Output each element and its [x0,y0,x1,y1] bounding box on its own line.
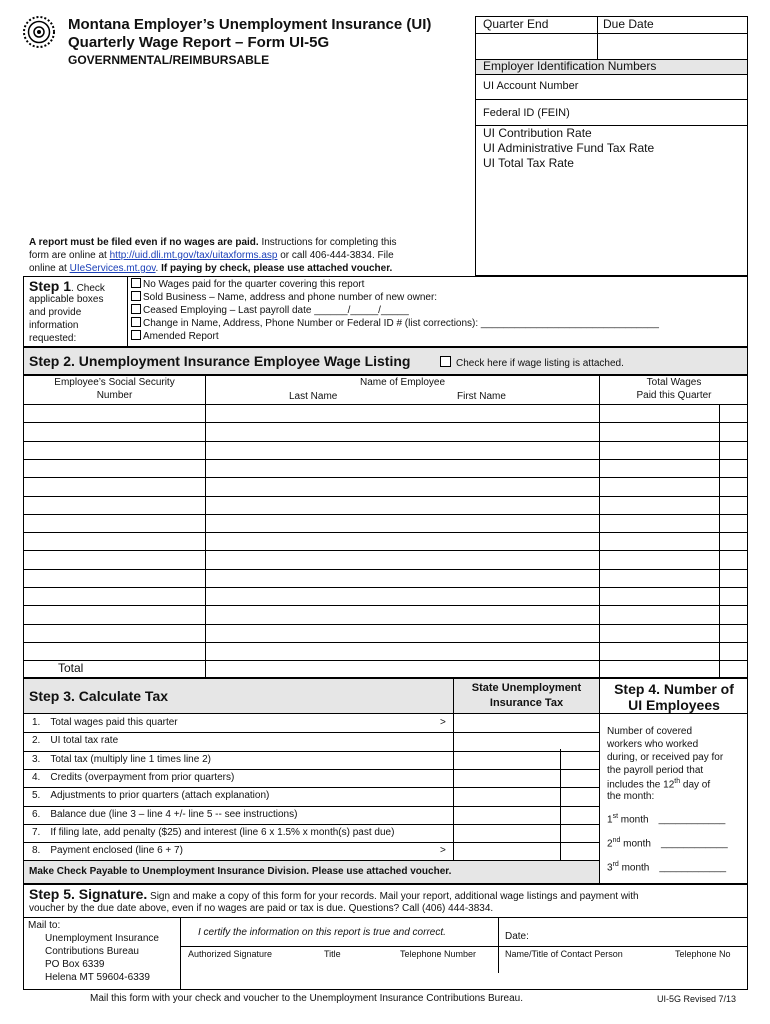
wage-row-wages-field[interactable] [600,606,719,624]
payable-note: Make Check Payable to Unemployment Insurance Division. Please use attached voucher. [29,866,452,877]
step4-desc: Number of covered [607,726,693,737]
date-label: Date: [505,931,529,942]
ui-account-label: UI Account Number [483,80,579,92]
step5-heading: Step 5. Signature. Sign and make a copy of this form for your records. Mail your report, additional wage listings and payment with [29,886,639,902]
admin-fund-rate-label: UI Administrative Fund Tax Rate [483,141,655,155]
wage-row-wages-field[interactable] [600,551,719,569]
wage-row-wages-field[interactable] [600,497,719,514]
arrow-icon: > [440,845,446,856]
mail-to-label: Mail to: [28,920,61,931]
intro-line2: form are online at http://uid.dli.mt.gov/tax/uitaxforms.asp or call 406-444-3834. File [29,250,394,261]
wage-row-name-field[interactable] [206,625,599,642]
option-amended-report[interactable]: Amended Report [131,330,219,343]
tax-line-row: 4. Credits (overpayment from prior quarters) [32,772,235,783]
wage-row-ssn-field[interactable] [24,442,205,459]
quarter-end-field[interactable] [476,34,596,58]
step4-desc-line5: includes the 12th day of [607,778,711,791]
tax-amount-field[interactable] [454,788,599,804]
wage-row-ssn-field[interactable] [24,497,205,514]
date-field[interactable] [499,918,747,945]
mail-address: Unemployment Insurance [45,933,159,944]
wage-row-wages-field[interactable] [600,423,719,441]
certify-statement: I certify the information on this report is true and correct. [198,927,446,938]
form-title-line2: Quarterly Wage Report – Form UI-5G [68,34,330,51]
wage-row-ssn-field[interactable] [24,405,205,422]
first-name-header: First Name [457,391,506,402]
montana-seal-icon [22,15,56,49]
wage-row-ssn-field[interactable] [24,533,205,550]
tax-amount-field[interactable] [454,843,599,859]
wage-row-wages-field[interactable] [600,570,719,587]
fein-label: Federal ID (FEIN) [483,107,570,119]
month1-employees[interactable]: 1st month ____________ [607,813,726,826]
wage-row-name-field[interactable] [206,606,599,624]
tax-amount-field[interactable] [454,733,599,749]
intro-line1: A report must be filed even if no wages are paid. Instructions for completing this [29,237,397,248]
wage-row-ssn-field[interactable] [24,460,205,477]
option-change-info[interactable]: Change in Name, Address, Phone Number or Federal ID # (list corrections): ________________________________ [131,317,659,330]
title-label: Title [324,949,341,959]
step4-heading: Step 4. Number of [614,681,734,697]
contact-telephone-label: Telephone No [675,949,731,959]
wage-row-name-field[interactable] [206,588,599,605]
contact-person-label: Name/Title of Contact Person [505,949,623,959]
option-ceased-employing[interactable]: Ceased Employing – Last payroll date ______/_____/_____ [131,304,409,317]
wage-row-wages-field[interactable] [600,515,719,532]
form-title-line1: Montana Employer’s Unemployment Insurance (UI) [68,16,432,33]
step1-desc-line1: applicable boxes [29,294,104,305]
arrow-icon: > [440,717,446,728]
wage-row-ssn-field[interactable] [24,478,205,496]
footer-mail-note: Mail this form with your check and voucher to the Unemployment Insurance Contributions Bureau. [90,993,523,1004]
tax-column-header-line2: Insurance Tax [489,697,564,709]
wage-row-wages-field[interactable] [600,442,719,459]
intro-line3: online at UIeServices.mt.gov. If paying by check, please use attached voucher. [29,263,393,274]
tax-line-row: 1. Total wages paid this quarter [32,717,178,728]
authorized-signature-label: Authorized Signature [188,949,273,959]
last-name-header: Last Name [289,391,338,402]
instructions-link[interactable]: http://uid.dli.mt.gov/tax/uitaxforms.asp [109,250,278,261]
tax-column-header: State Unemployment [471,682,582,694]
wage-row-name-field[interactable] [206,423,599,441]
tax-line-row: 2. UI total tax rate [32,735,119,746]
step4-heading-line2: UI Employees [628,697,720,713]
step4-desc-line3: during, or received pay for [607,752,724,763]
tax-amount-field[interactable] [454,825,599,841]
due-date-field[interactable] [598,34,747,58]
step1-desc-line3: information [29,320,79,331]
wage-row-name-field[interactable] [206,405,599,422]
wage-row-name-field[interactable] [206,497,599,514]
wage-row-ssn-field[interactable] [24,551,205,569]
step1-heading: Step 1. Check [29,278,105,294]
step4-desc-line6: the month: [607,791,655,802]
wage-row-wages-field[interactable] [600,478,719,496]
step2-heading: Step 2. Unemployment Insurance Employee Wage Listing [29,353,411,369]
wage-row-wages-field[interactable] [600,533,719,550]
wage-row-wages-field[interactable] [600,405,719,422]
total-wages-field[interactable] [600,661,719,677]
contribution-rate-label: UI Contribution Rate [483,126,592,140]
mail-address-line2: Contributions Bureau [45,946,139,957]
tax-amount-field[interactable] [454,752,599,768]
sold-business-checkbox[interactable] [131,291,141,301]
wage-row-ssn-field[interactable] [24,625,205,642]
wage-row-ssn-field[interactable] [24,588,205,605]
ein-header: Employer Identification Numbers [483,59,657,73]
no-wages-checkbox[interactable] [131,278,141,288]
telephone-number-label: Telephone Number [400,949,477,959]
form-revision: UI-5G Revised 7/13 [657,994,737,1004]
tax-amount-field[interactable] [454,807,599,823]
wage-row-wages-field[interactable] [600,588,719,605]
tax-line-row: 3. Total tax (multiply line 1 times line 2) [32,754,211,765]
total-tax-rate-label: UI Total Tax Rate [483,156,574,170]
wage-row-wages-field[interactable] [600,460,719,477]
step5-text-line2: voucher by the due date above, even if no wages are paid or tax is due. Questions? Call (406) 444-3834. [29,903,494,914]
wage-row-ssn-field[interactable] [24,606,205,624]
signature-field[interactable] [181,918,497,945]
tax-amount-field[interactable] [454,770,599,786]
wage-row-name-field[interactable] [206,533,599,550]
wage-listing-checkbox[interactable] [440,356,451,367]
month2-employees[interactable]: 2nd month ____________ [607,837,728,850]
wage-row-ssn-field[interactable] [24,570,205,587]
tax-line-row: 5. Adjustments to prior quarters (attach explanation) [32,790,270,801]
wage-row-name-field[interactable] [206,551,599,569]
wage-row-ssn-field[interactable] [24,515,205,532]
total-label: Total [58,661,84,675]
month3-employees[interactable]: 3rd month ____________ [607,861,727,874]
tax-line-row: 6. Balance due (line 3 – line 4 +/- line 5 -- see instructions) [32,809,298,820]
wages-column-header: Total Wages [646,377,702,388]
wage-row-ssn-field[interactable] [24,423,205,441]
mail-address-line3: PO Box 6339 [45,959,105,970]
change-info-checkbox[interactable] [131,317,141,327]
step4-desc-line4: the payroll period that [607,765,704,776]
name-column-header: Name of Employee [359,377,446,388]
tax-amount-field[interactable] [454,715,599,731]
ssn-column-header-line2: Number [96,390,133,401]
step1-desc-line4: requested: [29,333,77,344]
wage-row-name-field[interactable] [206,478,599,496]
ceased-employing-checkbox[interactable] [131,304,141,314]
form-subtitle: GOVERNMENTAL/REIMBURSABLE [68,53,270,67]
option-no-wages[interactable]: No Wages paid for the quarter covering this report [131,278,364,291]
amended-report-checkbox[interactable] [131,330,141,340]
option-sold-business[interactable]: Sold Business – Name, address and phone number of new owner: [131,291,437,304]
wages-column-header-line2: Paid this Quarter [636,390,712,401]
mail-address-line4: Helena MT 59604-6339 [45,972,150,983]
tax-line-row: 8. Payment enclosed (line 6 + 7) [32,845,183,856]
wage-row-name-field[interactable] [206,442,599,459]
wage-row-name-field[interactable] [206,460,599,477]
wage-row-name-field[interactable] [206,515,599,532]
step3-heading: Step 3. Calculate Tax [29,688,169,704]
step1-desc-line2: and provide [29,307,82,318]
eservices-link[interactable]: UIeServices.mt.gov [69,263,156,274]
quarter-end-label: Quarter End [483,17,549,31]
wage-listing-attached[interactable]: Check here if wage listing is attached. [440,356,624,370]
tax-line-row: 7. If filing late, add penalty ($25) and interest (line 6 x 1.5% x month(s) past due) [32,827,395,838]
wage-row-name-field[interactable] [206,570,599,587]
wage-row-wages-field[interactable] [600,625,719,642]
step4-desc-line2: workers who worked [607,739,699,750]
due-date-label: Due Date [603,17,654,31]
ssn-column-header: Employee’s Social Security [54,377,175,388]
